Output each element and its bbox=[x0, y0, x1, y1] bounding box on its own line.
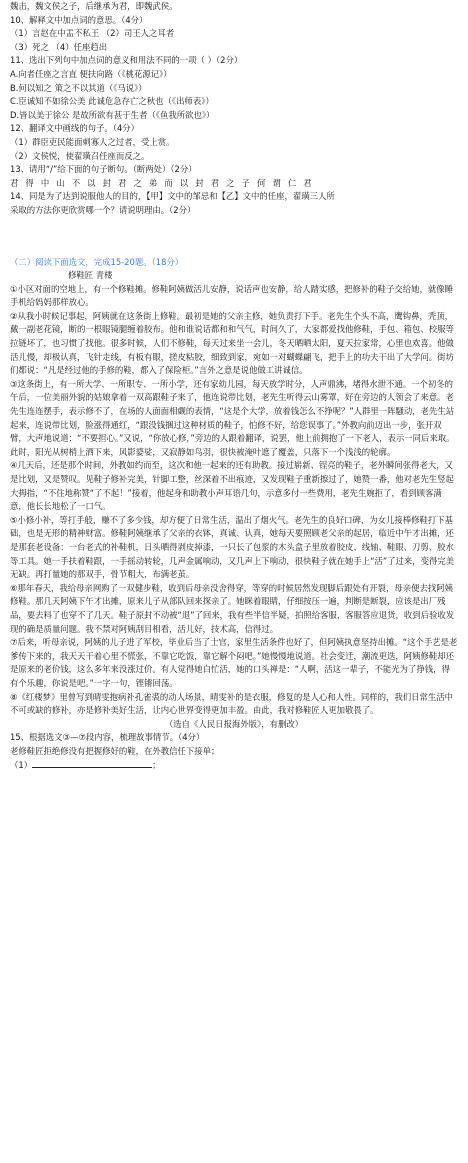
answer-blank[interactable] bbox=[32, 758, 152, 768]
paragraph-5: ⑤小修小补，等打手般，赚不了多少钱，却方便了日常生活，温出了烟火气。老先生的良好口碑，为女儿接棒修鞋打下基础，也是无形的精神财富。修鞋阿姨继承了父亲的衣钵，真诚、认真，她每天要照顾老父亲的起居，临近中午才出摊，还是那套老设备：一台老式的补鞋机，日头晒得剥皮掉漆，一只长了包浆的木头盒子里放着胶皮、线轴、鞋眼、刀剪、胶水等工具。她一手扶着鞋跟，一手摇动转轮，几声金属响动，又几声上下响动，很快鞋子就在她手上“活”了过来，变得完美无缺。再打量她的那双手，骨节粗大，布满老茧。 bbox=[10, 514, 455, 580]
paragraph-4: ④几天后，还是那个时间，外教如约而至，这次和他一起来的还有助教。接过崭新、锃亮的鞋子，老外瞬间张得老大，又是比划，又是赞叹。见鞋子修补完美，针脚工整，丝深着不出痕迹，又发现鞋子重新擦过了，她赞一番，他对老先生竖起大拇指，“不住地称赞“了不起！”接着，他起身和助教小声耳语几句，示意多付一些费用，老先生婉拒了，看到顾客满意，他长长地松了一口气。 bbox=[10, 460, 454, 512]
section-heading: （二）阅读下面选文，完成15-20题。（18分） bbox=[10, 256, 184, 267]
question-10-items: （1）言赵在中盂不私王 （2）司王人之耳者 bbox=[10, 28, 175, 39]
question-15-prompt: 老修鞋匠拒绝修没有把握修好的鞋，在外教信任下接单； bbox=[10, 745, 220, 756]
question-11: 11、选出下列句中加点词的意义和用法不同的一项（ ）（2分） bbox=[10, 55, 243, 66]
paragraph-1: ①小区对面的空地上，有一个修鞋摊。修鞋阿姨做活儿安静，说话声也安静，给人踏实感，把修补的鞋子交给她，就像睡手机给妈妈那样放心。 bbox=[10, 283, 454, 308]
question-13: 13、请用“/”给下面的句子断句。（断两处）（2分） bbox=[10, 164, 197, 175]
answer-label: （1） bbox=[10, 760, 33, 771]
paragraph-7: ⑦后来，听母亲说，阿姨的儿子进了军校，毕业后当了士官，家里生活条件也好了，但阿姨执意坚持出摊。“这个手艺是老爹传下来的，我天天干着心里不慌张，不靠它吃饭，靠它解个闷吧。”她慢慢地说道。社会变迁，潮流更迭，阿姨修鞋却还是原来的老价钱，这么多年来没涨过价。有人觉得她白忙活，她的口头禅是：“人啊，活这一辈子，不能光为了挣钱，得有个乐趣，你说是吧。”一字一句，铿锵回荡。 bbox=[10, 637, 458, 688]
question-10-items: （3）死之 （4）任座趋出 bbox=[10, 41, 108, 52]
paragraph-6: ⑥那年春天，我给母亲网购了一双健步鞋，收到后母亲没舍得穿，等穿的时候居然发现脚后跟处有开裂，母亲便去找阿姨修鞋。那几天阿姨下午才出摊，原来儿子从部队回来探亲了。她眯着眼睛，仔细按压一遍，判断是断裂，应该是出厂残品，要去料了也穿不了几天。鞋子原封不动被“退”了回来，我有些半信半疑，拍照给客服，客服答应退货，收到后验收发现的确是质量问题。我不禁对阿姨刮目相看，活儿好，技术高，信得过。 bbox=[10, 582, 455, 634]
article-title: 修鞋匠 青楼 bbox=[68, 270, 113, 281]
text-line: 魏击，魏文侯之子，后继承为君，即魏武侯。 bbox=[10, 1, 178, 11]
question-14-line1: 14、同是为了达到说服他人的目的，【甲】文中的邹忌和【乙】文中的任座，翟璜三人所 bbox=[10, 191, 335, 202]
source-note: （选自《人民日报海外版》，有删改） bbox=[164, 718, 304, 729]
paragraph-3: ③这条街上，有一所大学、一所职专、一所小学，还有家幼儿园，每天放学时分，人声鼎沸，堵得水泄不通。一个初冬的午后，一位美丽外貌的姑娘拿着一双高跟鞋子来了，他连说带比划，老先生听得云山雾罩，好在旁边的人领会了来意。老先生连连摆手，表示修不了，在场的人面面相觑的表情，“这是个大学，放着钱怎么不挣呢？”人群里一阵騒动，老先生站起来，连说带比划，脸涨得通红，“跟没钱捆过这种材质的鞋子，怕修不好，给您误事了。”外教向前迈出一步，张开双臂，大声地说道：“不要担心。”又说，“你放心修，”旁边的人跟着翻译，说罢，他上前拥抱了一下老人，表示一同后来取。此时，阳光从树梢上洒下来，风影婆娑，又寂静如鸟羽，很快被淹叶遮了覆盖，只落下一个浅浅的轮廓。 bbox=[10, 378, 455, 457]
spacer bbox=[10, 218, 458, 254]
sentence-to-punctuate: 君 得 中 山 不 以 封 君 之 弟 而 以 封 君 之 子 何 谓 仁 君 bbox=[10, 177, 314, 188]
question-14-line2: 采取的方法你更欣赏哪一个？请说明理由。（2分） bbox=[10, 204, 196, 215]
paragraph-2: ②从我小时候记事起，阿姨就在这条街上修鞋。最初是她的父亲主修，她负责打下手。老先生个头不高，鹰钩鼻，秃顶，戴一副老花镜，断的一根眼镜腿缠着胶布。他和谁说话都和和气气，时间久了，大家都爱找他修鞋，手包、箱包、校服等拉链坏了，也习惯了找他。很多时候，人们不修鞋，每天过来坐一会儿，冬天晒晒太阳，夏天拉家常，心里也欢喜。他做活儿慢，却极认真，飞针走线，有板有眼，搓皮粘胶，细致到家，宛如一对蝴蝶翩飞，把手上的功夫干出了大学问。街坊们都说：“凡是经过他的手修的鞋，都入了保险柜。”言外之意是说他做工讲诚信。 bbox=[10, 310, 454, 376]
option-b: B.何以知之 策之不以其道（《马说》） bbox=[10, 82, 147, 93]
question-12-item: （1）群臣吏民能面刺寡人之过者，受上赏。 bbox=[10, 136, 175, 147]
question-15: 15、根据选文③—⑦段内容，梳理故事情节。（4分） bbox=[10, 732, 205, 743]
option-c: C.臣诚知不如徐公美 此诚危急存亡之秋也（《出师表》） bbox=[10, 96, 214, 107]
paragraph-8: ⑧《红楼梦》里曾写到晴雯抱病补孔雀裘的动人场景，晴雯补的是衣服，修复的是人心和人性。同样的，我们日常生活中不可或缺的修补，亦是修补美好生活，让内心世界变得更加丰盈。由此，我对修鞋匠人更加敬畏了。 bbox=[10, 691, 454, 716]
option-d: D.皆以美于徐公 是故所欲有甚于生者（《鱼我所欲也》） bbox=[10, 109, 215, 120]
question-12-item: （2）文侯悦，使翟璜召任座而反之。 bbox=[10, 150, 150, 161]
question-10: 10、解释文中加点词的意思。（4分） bbox=[10, 14, 148, 25]
question-12: 12、翻译文中画线的句子。（4分） bbox=[10, 123, 140, 134]
answer-line-1: （1） ； bbox=[10, 760, 161, 771]
option-a: A.向者任座之言直 便扶向路（《桃花源记》） bbox=[10, 68, 172, 79]
